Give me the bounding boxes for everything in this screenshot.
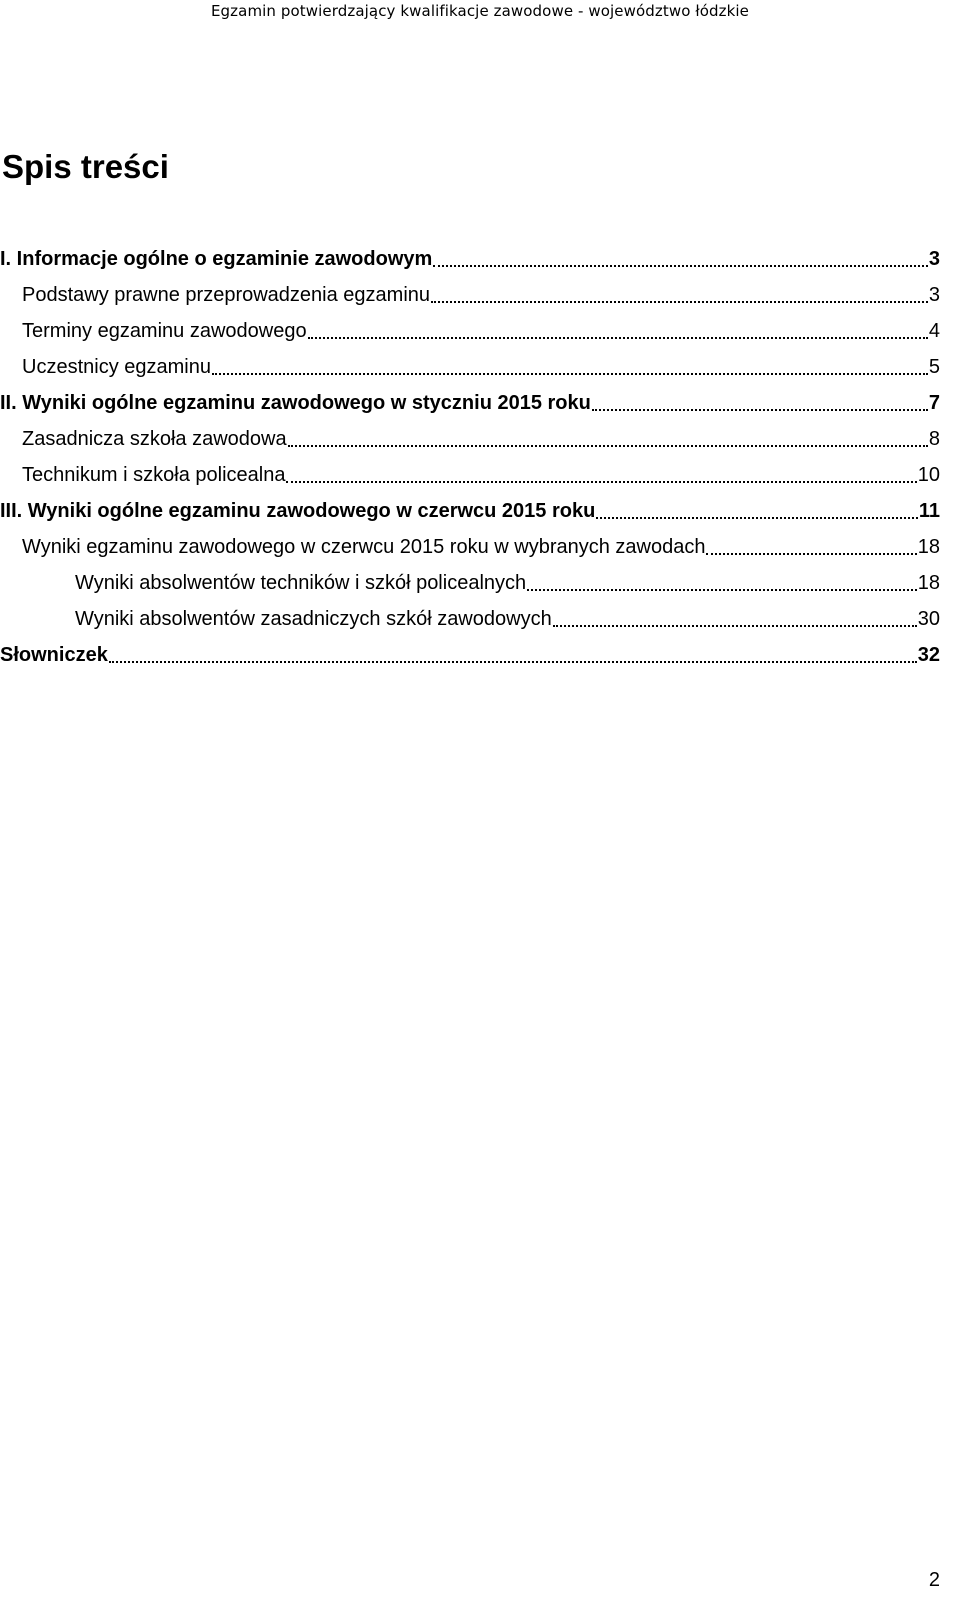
toc-entry-label: Wyniki absolwentów zasadniczych szkół zawodowych	[75, 608, 552, 630]
toc-entry-label: Terminy egzaminu zawodowego	[22, 320, 307, 342]
toc-entry-selected-professions[interactable]	[22, 534, 940, 560]
dot-leader	[431, 300, 928, 303]
toc-entry-page: 8	[928, 428, 940, 450]
toc-entry-technical-graduates[interactable]	[75, 570, 940, 596]
toc-entry-page: 32	[917, 644, 940, 666]
toc-entry-page: 3	[928, 248, 940, 270]
toc-entry-label: Wyniki egzaminu zawodowego w czerwcu 2015 roku w wybranych zawodach	[22, 536, 706, 558]
dot-leader	[592, 408, 928, 411]
dot-leader	[706, 552, 916, 555]
toc-entry-page: 7	[928, 392, 940, 414]
toc-entry-exam-dates[interactable]	[22, 318, 940, 344]
toc-entry-section-2[interactable]	[0, 390, 940, 416]
toc-entry-label: Podstawy prawne przeprowadzenia egzaminu	[22, 284, 431, 306]
dot-leader	[109, 660, 917, 663]
toc-entry-vocational-school[interactable]	[22, 426, 940, 452]
toc-entry-label: Uczestnicy egzaminu	[22, 356, 211, 378]
toc-entry-glossary[interactable]	[0, 642, 940, 668]
running-header: Egzamin potwierdzający kwalifikacje zawodowe - województwo łódzkie	[210, 2, 749, 20]
toc-entry-section-3[interactable]	[0, 498, 940, 524]
toc-entry-label: II. Wyniki ogólne egzaminu zawodowego w styczniu 2015 roku	[0, 392, 591, 414]
toc-entry-page: 30	[917, 608, 940, 630]
toc-entry-page: 10	[917, 464, 940, 486]
toc-entry-legal-basis[interactable]	[22, 282, 940, 308]
dot-leader	[527, 588, 917, 591]
dot-leader	[288, 444, 928, 447]
dot-leader	[286, 480, 916, 483]
toc-entry-label: III. Wyniki ogólne egzaminu zawodowego w czerwcu 2015 roku	[0, 500, 596, 522]
toc-entry-technical-school[interactable]	[22, 462, 940, 488]
toc-entry-label: Technikum i szkoła policealna	[22, 464, 286, 486]
toc-entry-page: 18	[917, 536, 940, 558]
toc-entry-section-1[interactable]	[0, 246, 940, 272]
dot-leader	[308, 336, 928, 339]
page-number: 2	[928, 1569, 940, 1591]
dot-leader	[212, 372, 928, 375]
toc-entry-page: 11	[918, 500, 940, 522]
toc-entry-page: 5	[928, 356, 940, 378]
toc-entry-vocational-graduates[interactable]	[75, 606, 940, 632]
dot-leader	[553, 624, 917, 627]
toc-entry-page: 3	[928, 284, 940, 306]
toc-entry-page: 18	[917, 572, 940, 594]
toc-entry-label: Zasadnicza szkoła zawodowa	[22, 428, 287, 450]
toc-entry-participants[interactable]	[22, 354, 940, 380]
toc-entry-page: 4	[928, 320, 940, 342]
dot-leader	[433, 264, 928, 267]
toc-entry-label: Wyniki absolwentów techników i szkół policealnych	[75, 572, 527, 594]
toc-title: Spis treści	[2, 148, 169, 185]
toc-entry-label: Słowniczek	[0, 644, 108, 666]
dot-leader	[596, 516, 918, 519]
toc-entry-label: I. Informacje ogólne o egzaminie zawodowym	[0, 248, 433, 270]
